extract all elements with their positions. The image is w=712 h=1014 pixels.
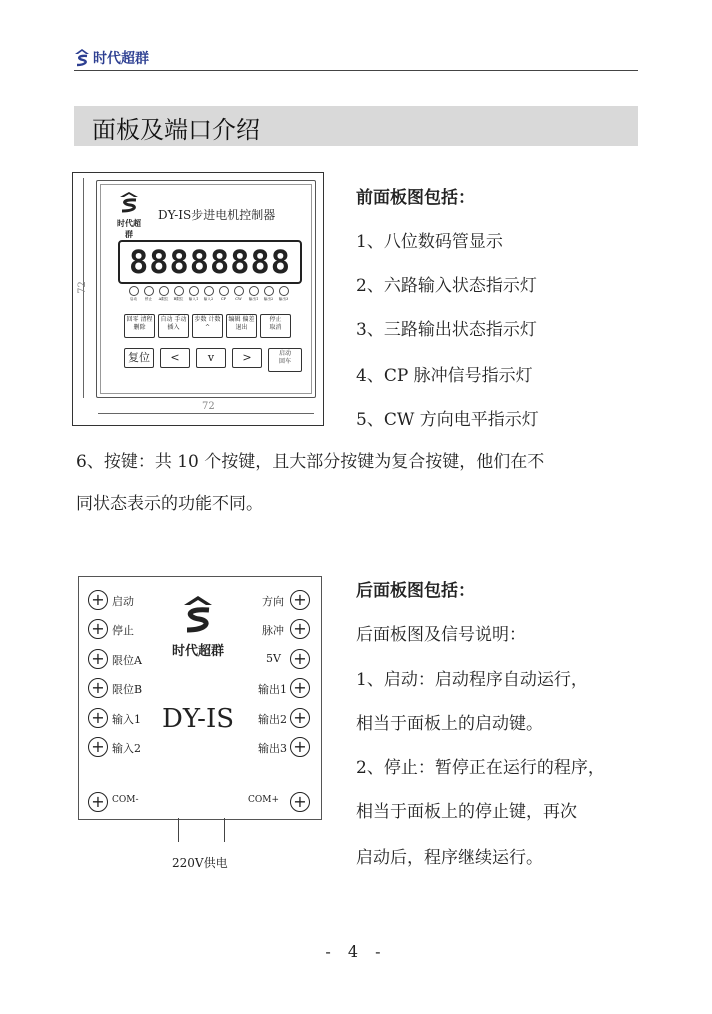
brand-icon bbox=[178, 596, 218, 636]
terminal-label-com-plus: COM+ bbox=[248, 795, 280, 805]
power-wire bbox=[178, 818, 179, 842]
section-title: 面板及端口介绍 bbox=[92, 116, 260, 144]
led-indicator: 停止 bbox=[143, 286, 154, 302]
key-edit-offset: 编辑 偏差 退出 bbox=[226, 314, 257, 338]
rear-brand: 时代超群 bbox=[171, 644, 224, 659]
terminal-label-output-2: 输出2 bbox=[258, 713, 287, 726]
led-indicator: A限位 bbox=[158, 286, 169, 302]
terminal-screw-icon: + bbox=[290, 678, 310, 698]
key-reset: 复位 bbox=[124, 348, 154, 368]
terminal-screw-icon: + bbox=[88, 708, 108, 728]
key-stop-cancel: 停止 取消 bbox=[260, 314, 291, 338]
led-indicator: B限位 bbox=[173, 286, 184, 302]
terminal-label-input-1: 输入1 bbox=[112, 713, 141, 726]
terminal-screw-icon: + bbox=[290, 649, 310, 669]
rear-desc-line: 2、停止：暂停正在运行的程序， bbox=[356, 758, 605, 778]
model-name: DY-IS bbox=[162, 704, 235, 734]
height-dimension-label: 72 bbox=[76, 281, 88, 294]
front-desc-item: 2、六路输入状态指示灯 bbox=[356, 276, 537, 296]
power-supply-label: 220V供电 bbox=[172, 856, 228, 870]
width-dimension-label: 72 bbox=[202, 401, 215, 412]
led-indicator: CW bbox=[233, 286, 244, 302]
led-indicator: 输出3 bbox=[278, 286, 289, 302]
rear-desc-heading: 后面板图包括： bbox=[356, 581, 475, 601]
led-indicator: CP bbox=[218, 286, 229, 302]
key-zero-clear: 回零 清程 删除 bbox=[124, 314, 155, 338]
rear-desc-line: 相当于面板上的停止键，再次 bbox=[356, 802, 577, 822]
led-indicator: 输入2 bbox=[203, 286, 214, 302]
front-desc-heading: 前面板图包括： bbox=[356, 188, 475, 208]
page-header bbox=[74, 46, 638, 71]
terminal-screw-icon: + bbox=[88, 678, 108, 698]
led-indicator: 输出1 bbox=[248, 286, 259, 302]
front-desc-item: 5、CW 方向电平指示灯 bbox=[356, 410, 539, 430]
rear-desc-line: 1、启动：启动程序自动运行， bbox=[356, 670, 588, 690]
rear-panel-logo bbox=[166, 596, 230, 659]
terminal-screw-icon: + bbox=[88, 737, 108, 757]
terminal-label-input-2: 输入2 bbox=[112, 742, 141, 755]
rear-panel-figure bbox=[78, 576, 324, 876]
front-desc-item: 4、CP 脉冲信号指示灯 bbox=[356, 366, 533, 386]
terminal-screw-icon: + bbox=[290, 619, 310, 639]
height-dimension bbox=[78, 178, 90, 398]
terminal-label-5v: 5V bbox=[266, 652, 281, 665]
terminal-screw-icon: + bbox=[88, 590, 108, 610]
rear-desc-line: 后面板图及信号说明： bbox=[356, 625, 526, 645]
terminal-screw-icon: + bbox=[290, 792, 310, 812]
terminal-screw-icon: + bbox=[88, 792, 108, 812]
brand-icon bbox=[116, 192, 142, 214]
front-panel-figure bbox=[72, 172, 324, 426]
brand-icon bbox=[74, 49, 90, 67]
terminal-screw-icon: + bbox=[290, 590, 310, 610]
terminal-label-start: 启动 bbox=[112, 595, 134, 608]
terminal-screw-icon: + bbox=[88, 619, 108, 639]
key-start-enter: 启动 回车 bbox=[268, 348, 302, 372]
key-right: > bbox=[232, 348, 262, 368]
key-down: v bbox=[196, 348, 226, 368]
keypad-row-1 bbox=[124, 314, 291, 338]
led-indicator: 启动 bbox=[128, 286, 139, 302]
indicator-leds bbox=[128, 286, 289, 302]
terminal-label-limit-a: 限位A bbox=[112, 654, 142, 667]
seven-segment-display: 88888888 bbox=[118, 240, 302, 284]
panel-brand: 时代超群 bbox=[117, 219, 141, 239]
width-dimension bbox=[98, 401, 314, 422]
keys-description-line-2: 同状态表示的功能不同。 bbox=[76, 494, 263, 514]
panel-title: DY-IS步进电机控制器 bbox=[158, 208, 276, 222]
led-indicator: 输入1 bbox=[188, 286, 199, 302]
terminal-label-stop: 停止 bbox=[112, 624, 134, 637]
terminal-label-limit-b: 限位B bbox=[112, 683, 143, 696]
section-heading-bar bbox=[74, 106, 638, 146]
key-steps-count: 步数 计数 ^ bbox=[192, 314, 223, 338]
brand-name: 时代超群 bbox=[93, 51, 149, 67]
brand-logo bbox=[74, 48, 149, 68]
keypad-row-2 bbox=[124, 348, 302, 372]
terminal-label-pulse: 脉冲 bbox=[262, 624, 284, 637]
terminal-screw-icon: + bbox=[290, 737, 310, 757]
front-desc-item: 3、三路输出状态指示灯 bbox=[356, 320, 537, 340]
rear-desc-line: 相当于面板上的启动键。 bbox=[356, 714, 543, 734]
key-auto-manual: 自动 手动 插入 bbox=[158, 314, 189, 338]
terminal-screw-icon: + bbox=[290, 708, 310, 728]
key-left: < bbox=[160, 348, 190, 368]
page-number: - 4 - bbox=[325, 942, 387, 961]
terminal-label-output-1: 输出1 bbox=[258, 683, 287, 696]
led-indicator: 输出2 bbox=[263, 286, 274, 302]
keys-description-line-1: 6、按键：共 10 个按键，且大部分按键为复合按键，他们在不 bbox=[76, 452, 545, 472]
power-wire bbox=[224, 818, 225, 842]
rear-desc-line: 启动后，程序继续运行。 bbox=[356, 848, 543, 868]
front-desc-item: 1、八位数码管显示 bbox=[356, 232, 503, 252]
terminal-label-output-3: 输出3 bbox=[258, 742, 287, 755]
terminal-label-direction: 方向 bbox=[262, 595, 284, 608]
panel-logo bbox=[114, 192, 144, 240]
terminal-label-com-minus: COM- bbox=[112, 795, 139, 805]
terminal-screw-icon: + bbox=[88, 649, 108, 669]
